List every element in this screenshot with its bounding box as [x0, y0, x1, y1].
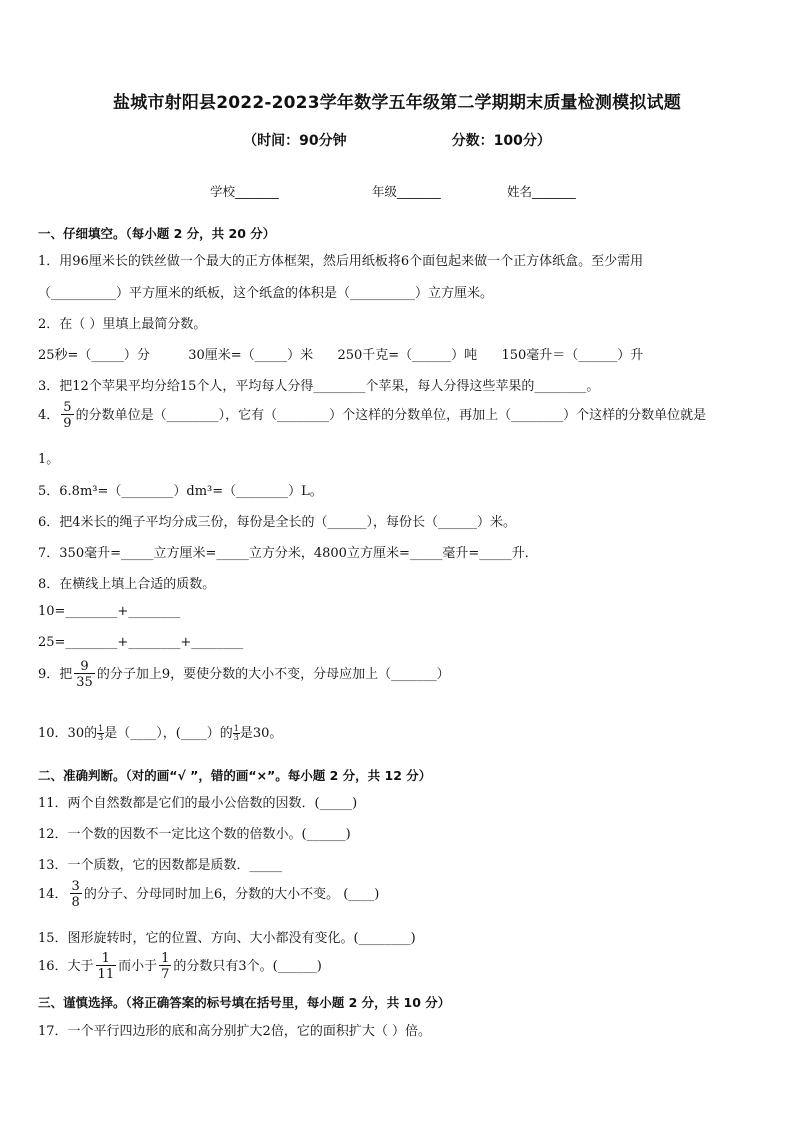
- fraction-numerator: 3: [71, 879, 80, 894]
- fraction-1-11: [96, 952, 117, 981]
- fraction-denominator: 9: [63, 416, 72, 431]
- section-1-heading: 一、仔细填空。（每小题 2 分，共 20 分）: [38, 226, 276, 241]
- section-2-heading: 二、准确判断。（对的画“√ ”，错的画“×”。每小题 2 分，共 12 分）: [38, 768, 432, 783]
- question-12: 12．一个数的因数不一定比这个数的倍数小。(______): [38, 827, 351, 842]
- question-3: 3．把12个苹果平均分给15个人，平均每人分得________个苹果，每人分得这些苹果的________。: [38, 379, 600, 394]
- question-16-part-b: 而小于: [118, 959, 158, 974]
- fraction-numerator: 9: [74, 660, 95, 674]
- question-8: 8．在横线上填上合适的质数。: [38, 577, 216, 592]
- fraction-5-9: [61, 401, 73, 430]
- question-2-item-c: 250千克=（______）吨: [337, 348, 478, 363]
- question-8-item-a: 10=________+________: [38, 604, 181, 619]
- name-field: 姓名_______: [507, 184, 576, 199]
- school-field: 学校_______: [210, 184, 279, 199]
- question-10-part-c: 是30。: [239, 726, 283, 741]
- question-2-item-b: 30厘米=（_____）米: [188, 348, 314, 363]
- question-16: [38, 952, 322, 981]
- question-16-part-c: 的分数只有3个。(______): [173, 959, 322, 974]
- fraction-9-35: [74, 660, 95, 689]
- fraction-numerator: 1: [233, 724, 239, 733]
- fraction-denominator: 7: [161, 967, 170, 982]
- fraction-denominator: 3: [98, 733, 104, 742]
- question-2-items: [38, 344, 643, 363]
- fraction-1-3: [233, 725, 240, 742]
- question-16-part-a: 16．大于: [38, 959, 94, 974]
- question-4-text: 的分数单位是（________），它有（________）个这样的分数单位，再加上（________）个这样的分数单位就是: [75, 408, 707, 423]
- question-2-item-a: 25秒=（_____）分: [38, 348, 150, 363]
- question-4-number: 4．: [38, 408, 60, 423]
- fraction-numerator: 1: [98, 724, 104, 733]
- question-6: 6．把4米长的绳子平均分成三份，每份是全长的（______），每份长（______）米。: [38, 515, 517, 530]
- question-10-part-a: 10．30的: [38, 726, 98, 741]
- question-9-number: 9．把: [38, 667, 73, 682]
- section-3-heading: 三、谨慎选择。（将正确答案的标号填在括号里，每小题 2 分，共 10 分）: [38, 995, 451, 1010]
- fraction-denominator: 11: [97, 967, 115, 982]
- fraction-denominator: 3: [233, 733, 239, 742]
- question-14-number: 14．: [38, 887, 68, 902]
- question-5: 5．6.8m³=（________）dm³=（________）L。: [38, 484, 323, 499]
- grade-field: 年级_______: [372, 184, 441, 199]
- score-label: 分数：100分）: [451, 133, 551, 149]
- question-1-line-2: （__________）平方厘米的纸板，这个纸盒的体积是（__________）立方厘米。: [38, 286, 494, 301]
- question-9-text: 的分子加上9，要使分数的大小不变，分母应加上（_______）: [96, 667, 450, 682]
- question-1-line-1: 1．用96厘米长的铁丝做一个最大的正方体框架，然后用纸板将6个面包起来做一个正方体纸盒。至少需用: [38, 254, 644, 269]
- question-8-item-b: 25=________+________+________: [38, 635, 244, 650]
- question-9: [38, 660, 450, 689]
- fraction-3-8: [70, 880, 82, 909]
- question-4: [38, 401, 706, 430]
- question-11: 11．两个自然数都是它们的最小公倍数的因数．(_____): [38, 796, 358, 811]
- fraction-numerator: 5: [63, 400, 72, 415]
- fraction-denominator: 8: [71, 895, 80, 910]
- question-14: [38, 880, 379, 909]
- exam-title: 盐城市射阳县2022-2023学年数学五年级第二学期期末质量检测模拟试题: [113, 93, 681, 113]
- question-17: 17．一个平行四边形的底和高分别扩大2倍，它的面积扩大（ ）倍。: [38, 1024, 431, 1039]
- exam-subtitle: [0, 130, 794, 150]
- question-2: 2．在（ ）里填上最简分数。: [38, 317, 207, 332]
- fraction-1-7: [159, 952, 171, 981]
- question-10: [38, 722, 282, 742]
- time-label: （时间：90分钟: [243, 133, 347, 149]
- question-7: 7．350毫升=_____立方厘米=_____立方分米，4800立方厘米=_____毫升=_____升．: [38, 546, 538, 561]
- fraction-denominator: 35: [76, 675, 93, 690]
- question-13: 13．一个质数，它的因数都是质数．_____: [38, 858, 283, 873]
- question-4-end: 1。: [38, 452, 60, 467]
- question-2-item-d: 150毫升＝（______）升: [501, 348, 644, 363]
- fraction-numerator: 1: [161, 951, 170, 966]
- fraction-numerator: 1: [96, 952, 117, 966]
- question-15: 15．图形旋转时，它的位置、方向、大小都没有变化。(________): [38, 931, 416, 946]
- question-10-part-b: 是（____），(____）的: [104, 726, 233, 741]
- question-14-text: 的分子、分母同时加上6，分数的大小不变。 (____): [83, 887, 380, 902]
